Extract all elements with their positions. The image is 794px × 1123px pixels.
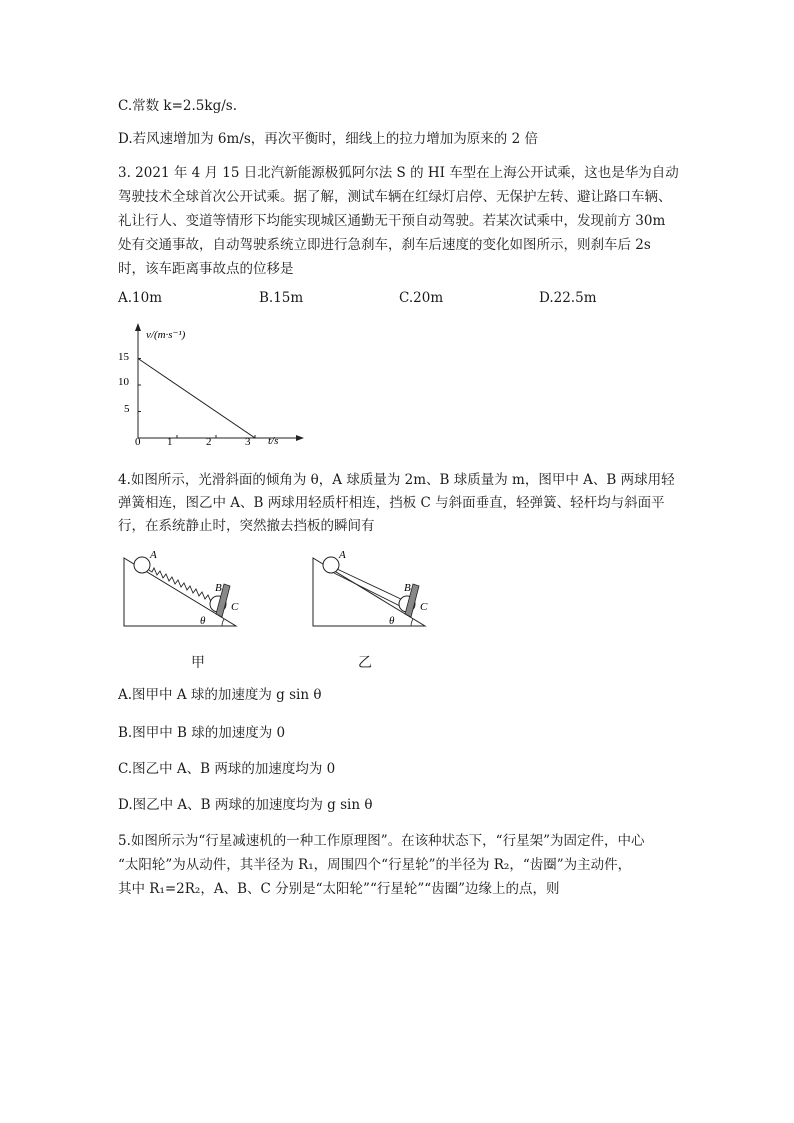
x-tick-label: 2	[206, 436, 212, 448]
q3-line: 驾驶技术全球首次公开试乘。据了解，测试车辆在红绿灯启停、无保护左转、避让路口车辆、	[118, 189, 672, 205]
y-tick-label: 5	[124, 403, 130, 415]
x-tick-label: 3	[245, 436, 251, 448]
q4-line: 行，在系统静止时，突然撤去挡板的瞬间有	[118, 518, 375, 534]
x-axis-label: t/s	[268, 435, 279, 447]
label-b: B	[215, 582, 222, 594]
q3-line: 时，该车距离事故点的位移是	[118, 261, 294, 277]
y-axis-label: v/(m·s⁻¹)	[146, 329, 186, 341]
y-tick-label: 10	[118, 376, 129, 388]
q3-option-a: A.10m	[118, 290, 163, 306]
rod-top	[337, 569, 403, 600]
q4-option-a: A.图甲中 A 球的加速度为 g sin θ	[118, 687, 322, 703]
q3-option-c: C.20m	[399, 290, 444, 306]
label-a: A	[339, 549, 346, 561]
label-b: B	[404, 582, 411, 594]
y-tick-label: 15	[118, 351, 129, 363]
caption-jia: 甲	[191, 655, 205, 671]
ball-a	[323, 557, 339, 573]
x-axis-arrow	[296, 435, 304, 441]
spring	[149, 568, 214, 604]
q4-option-d: D.图乙中 A、B 两球的加速度均为 g sin θ	[118, 797, 373, 813]
label-theta: θ	[200, 615, 206, 627]
q3-option-b: B.15m	[259, 290, 304, 306]
q4-line: 4.如图所示，光滑斜面的倾角为 θ，A 球质量为 2m、B 球质量为 m，图甲中 A、B 两球用轻	[118, 472, 675, 488]
q3-line: 处有交通事故，自动驾驶系统立即进行急刹车，刹车后速度的变化如图所示，则刹车后 2s	[118, 237, 651, 253]
q2-option-d: D.若风速增加为 6m/s，再次平衡时，细线上的拉力增加为原来的 2 倍	[118, 131, 538, 147]
label-c: C	[420, 601, 428, 613]
q5-line: 5.如图所示为“行星减速机的一种工作原理图”。在该种状态下，“行星架”为固定件，中心	[118, 833, 645, 849]
figure-jia	[118, 548, 248, 633]
q3-option-d: D.22.5m	[539, 290, 597, 306]
q5-line: “太阳轮”为从动件，其半径为 R₁，周围四个“行星轮”的半径为 R₂，“齿圈”为主动件，	[118, 857, 632, 873]
caption-yi: 乙	[358, 655, 372, 671]
q3-line: 礼让行人、变道等情形下均能实现城区通勤无干预自动驾驶。若某次试乘中，发现前方 30m	[118, 213, 666, 229]
series-line-velocity	[138, 359, 255, 439]
x-tick-label: 1	[167, 436, 173, 448]
rod-bottom	[334, 573, 400, 606]
theta-arc	[411, 619, 413, 626]
theta-arc	[222, 619, 224, 626]
q4-option-c: C.图乙中 A、B 两球的加速度均为 0	[118, 761, 336, 777]
label-theta: θ	[389, 615, 395, 627]
q4-line: 弹簧相连，图乙中 A、B 两球用轻质杆相连，挡板 C 与斜面垂直，轻弹簧、轻杆均与斜面平	[118, 495, 665, 511]
y-axis-arrow	[135, 323, 141, 331]
origin-label: 0	[135, 436, 141, 448]
ball-a	[134, 557, 150, 573]
label-c: C	[231, 601, 239, 613]
q5-line: 其中 R₁=2R₂，A、B、C 分别是“太阳轮”“行星轮”“齿圈”边缘上的点，则	[118, 881, 560, 897]
q4-option-b: B.图甲中 B 球的加速度为 0	[118, 725, 286, 741]
q2-option-c: C.常数 k=2.5kg/s.	[118, 98, 237, 114]
label-a: A	[150, 549, 157, 561]
q3-line: 3. 2021 年 4 月 15 日北汽新能源极狐阿尔法 S 的 HI 车型在上海公开试乘，这也是华为自动	[118, 165, 679, 181]
vt-graph	[110, 320, 310, 450]
figure-yi	[307, 548, 437, 633]
